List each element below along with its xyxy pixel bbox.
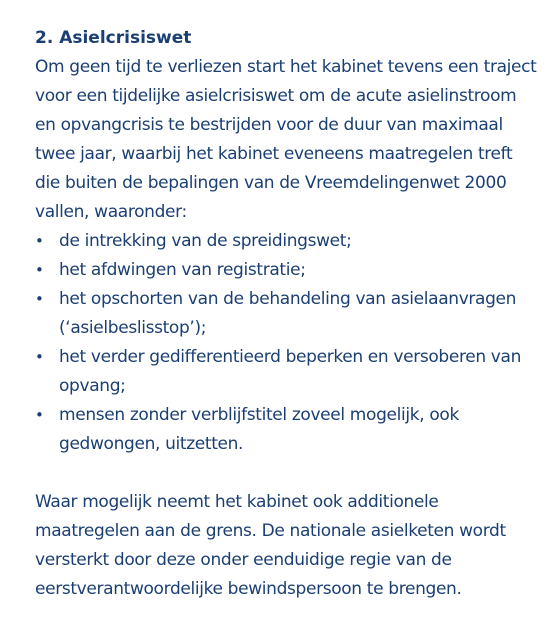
list-item-text: het verder gedifferentieerd beperken en versoberen van opvang; (59, 347, 522, 396)
list-item (35, 343, 540, 401)
measures-list (35, 227, 540, 459)
bullet-icon: • (35, 406, 44, 424)
intro-paragraph: Om geen tijd te verliezen start het kabinet tevens een traject voor een tijdelijke asielcrisiswet om de acute asielinstroom en opvangcrisis te bestrijden voor de duur van maximaal twee jaar, waarbij het kabinet eveneens maatregelen treft die buiten de bepalingen van de Vreemdelingenwet 2000 vallen, waaronder: (35, 57, 537, 222)
bullet-icon: • (35, 232, 44, 250)
list-item-text: het afdwingen van registratie; (59, 260, 306, 280)
bullet-icon: • (35, 290, 44, 308)
bullet-icon: • (35, 348, 44, 366)
list-item-text: mensen zonder verblijfstitel zoveel mogelijk, ook gedwongen, uitzetten. (59, 405, 459, 454)
closing-paragraph: Waar mogelijk neemt het kabinet ook additionele maatregelen aan de grens. De nationale asielketen wordt versterkt door deze onder eenduidige regie van de eerstverantwoordelijke bewindspersoon te brengen. (35, 492, 506, 599)
paragraph-spacer (35, 459, 540, 488)
section-heading: 2. Asielcrisiswet (35, 28, 192, 48)
list-item-text: de intrekking van de spreidingswet; (59, 231, 352, 251)
list-item (35, 256, 540, 285)
bullet-icon: • (35, 261, 44, 279)
document-section (35, 24, 540, 604)
list-item (35, 227, 540, 256)
list-item-text: het opschorten van de behandeling van asielaanvragen (‘asielbeslisstop’); (59, 289, 517, 338)
list-item (35, 285, 540, 343)
list-item (35, 401, 540, 459)
